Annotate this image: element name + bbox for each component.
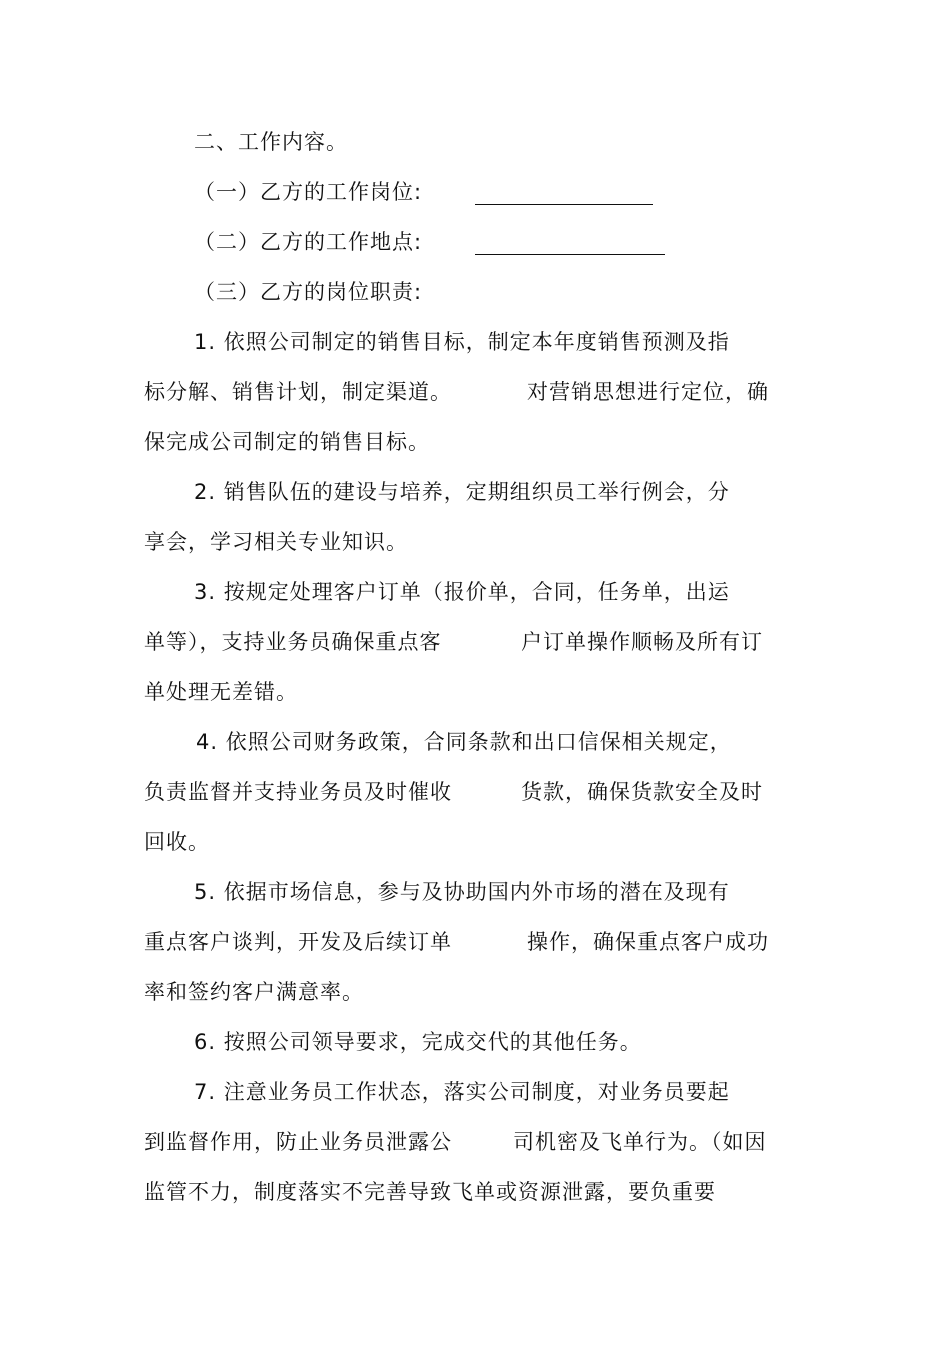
duty-5-line-3: 率和签约客户满意率。 [144, 980, 364, 1004]
duty-1-line-2: 标分解、销售计划，制定渠道。 [144, 380, 452, 404]
field-duties-label: （三）乙方的岗位职责: [194, 280, 423, 304]
duty-7-line-1: 7. 注意业务员工作状态，落实公司制度，对业务员要起 [194, 1080, 730, 1104]
duty-7-line-2b: 司机密及飞单行为。（如因 [513, 1130, 767, 1154]
duty-3-line-2b: 户订单操作顺畅及所有订 [521, 630, 763, 654]
duty-1-line-1: 1. 依照公司制定的销售目标，制定本年度销售预测及指 [194, 330, 730, 354]
section-heading: 二、工作内容。 [194, 130, 348, 154]
field-position-label: （一）乙方的工作岗位: [194, 180, 423, 204]
duty-4-line-2b: 货款，确保货款安全及时 [521, 780, 763, 804]
duty-5-line-2b: 操作，确保重点客户成功 [527, 930, 769, 954]
field-position-blank [475, 186, 653, 205]
field-location-blank [475, 236, 665, 255]
duty-4-line-3: 回收。 [144, 830, 210, 854]
duty-5-line-2: 重点客户谈判，开发及后续订单 [144, 930, 452, 954]
duty-4-line-2: 负责监督并支持业务员及时催收 [144, 780, 452, 804]
duty-7-line-2: 到监督作用，防止业务员泄露公 [144, 1130, 452, 1154]
duty-5-line-1: 5. 依据市场信息，参与及协助国内外市场的潜在及现有 [194, 880, 730, 904]
duty-3-line-3: 单处理无差错。 [144, 680, 298, 704]
duty-6-line-1: 6. 按照公司领导要求，完成交代的其他任务。 [194, 1030, 642, 1054]
duty-7-line-3: 监管不力，制度落实不完善导致飞单或资源泄露，要负重要 [144, 1180, 716, 1204]
duty-1-line-2b: 对营销思想进行定位，确 [527, 380, 769, 404]
field-location-label: （二）乙方的工作地点: [194, 230, 423, 254]
duty-2-line-2: 享会，学习相关专业知识。 [144, 530, 408, 554]
duty-3-line-2: 单等），支持业务员确保重点客 [144, 630, 442, 654]
duty-3-line-1: 3. 按规定处理客户订单（报价单，合同，任务单，出运 [194, 580, 730, 604]
duty-1-line-3: 保完成公司制定的销售目标。 [144, 430, 430, 454]
duty-4-line-1: 4. 依照公司财务政策，合同条款和出口信保相关规定， [196, 730, 732, 754]
duty-2-line-1: 2. 销售队伍的建设与培养，定期组织员工举行例会，分 [194, 480, 730, 504]
